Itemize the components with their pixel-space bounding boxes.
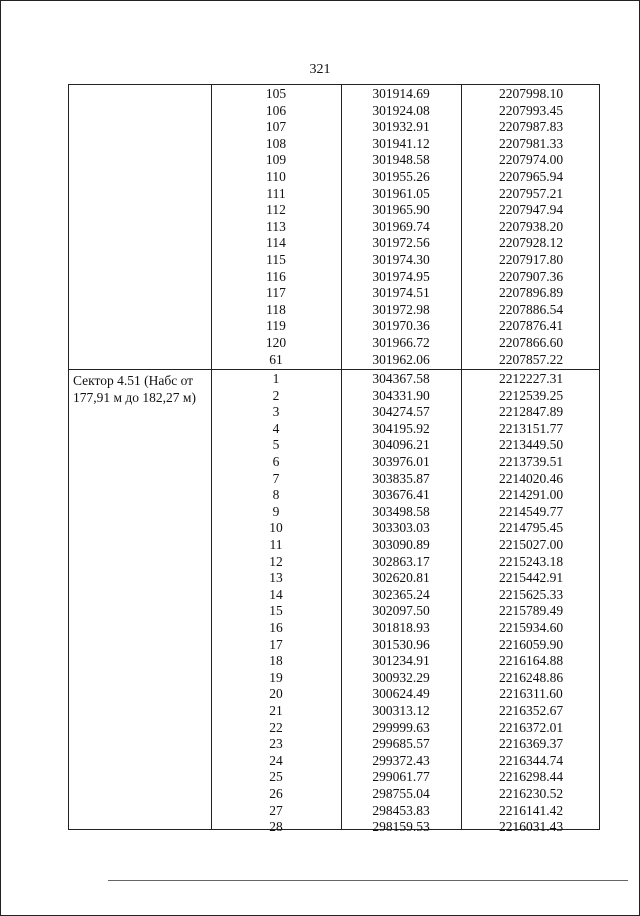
x-coordinate: 303090.89 [372, 537, 430, 552]
table-row [69, 335, 599, 352]
table-row [69, 637, 599, 654]
x-coordinate: 301961.05 [372, 185, 430, 201]
point-number: 23 [269, 736, 283, 752]
point-number: 6 [272, 454, 280, 469]
x-coordinate: 303498.58 [372, 503, 430, 519]
point-number: 1 [272, 371, 280, 386]
table-row [69, 136, 599, 153]
point-number: 12 [269, 553, 283, 569]
table-row [69, 703, 599, 720]
table-row [69, 119, 599, 136]
table-row [69, 520, 599, 537]
x-coordinate: 304274.57 [372, 404, 430, 420]
table-row [69, 769, 599, 786]
y-coordinate: 2216344.74 [498, 752, 564, 768]
x-coordinate: 299372.43 [372, 752, 430, 768]
x-coordinate: 304195.92 [372, 420, 430, 436]
x-coordinate: 301972.56 [372, 235, 430, 251]
y-coordinate: 2213151.77 [498, 420, 564, 436]
table-row [69, 603, 599, 620]
x-coordinate: 301969.74 [372, 218, 430, 234]
x-coordinate: 304096.21 [372, 437, 430, 453]
x-coordinate: 303835.87 [372, 470, 430, 486]
x-coordinate: 301974.30 [372, 252, 430, 267]
x-coordinate: 303303.03 [372, 520, 430, 536]
y-coordinate: 2207938.20 [498, 218, 564, 234]
table-row [69, 670, 599, 687]
x-coordinate: 302620.81 [372, 570, 430, 586]
y-coordinate: 2214020.46 [498, 470, 564, 486]
y-coordinate: 2212539.25 [498, 387, 564, 403]
page-number: 321 [309, 62, 331, 77]
table-row [69, 803, 599, 820]
point-number: 107 [265, 119, 287, 135]
y-coordinate: 2215789.49 [498, 603, 564, 619]
y-coordinate: 2207866.60 [498, 335, 564, 350]
y-coordinate: 2207998.10 [498, 86, 564, 101]
point-number: 3 [272, 404, 280, 420]
y-coordinate: 2216311.60 [499, 686, 563, 702]
point-number: 10 [269, 520, 283, 536]
x-coordinate: 301966.72 [372, 335, 430, 350]
y-coordinate: 2207907.36 [498, 268, 564, 284]
point-number: 7 [272, 470, 280, 486]
x-coordinate: 300932.29 [372, 669, 430, 685]
table-row [69, 753, 599, 770]
x-coordinate: 299999.63 [372, 719, 430, 735]
y-coordinate: 2216164.88 [498, 653, 564, 669]
y-coordinate: 2207965.94 [498, 169, 564, 184]
point-number: 17 [269, 636, 283, 652]
footer-rule [108, 880, 628, 881]
point-number: 2 [272, 387, 280, 403]
x-coordinate: 301941.12 [372, 135, 430, 151]
table-row [69, 587, 599, 604]
y-coordinate: 2216141.42 [498, 802, 564, 818]
point-number: 8 [272, 487, 280, 503]
y-coordinate: 2207974.00 [498, 152, 564, 168]
y-coordinate: 2213739.51 [498, 454, 564, 469]
point-number: 4 [272, 420, 280, 436]
x-coordinate: 301965.90 [372, 202, 430, 218]
y-coordinate: 2207981.33 [498, 135, 564, 151]
x-coordinate: 304367.58 [372, 371, 430, 386]
y-coordinate: 2207957.21 [498, 185, 564, 201]
x-coordinate: 300313.12 [372, 703, 430, 718]
x-coordinate: 302097.50 [372, 603, 430, 619]
point-number: 25 [269, 769, 283, 785]
point-number: 106 [265, 102, 287, 118]
x-coordinate: 301234.91 [372, 653, 430, 669]
y-coordinate: 2216059.90 [498, 636, 564, 652]
y-coordinate: 2207886.54 [498, 301, 564, 317]
x-coordinate: 301948.58 [372, 152, 430, 168]
table-row [69, 103, 599, 120]
y-coordinate: 2215442.91 [498, 570, 564, 586]
table-row [69, 487, 599, 504]
point-number: 28 [269, 819, 283, 835]
point-number: 120 [265, 335, 287, 350]
y-coordinate: 2214795.45 [498, 520, 564, 536]
table-row [69, 302, 599, 319]
point-number: 11 [269, 537, 283, 552]
x-coordinate: 301932.91 [372, 119, 430, 135]
x-coordinate: 301974.51 [372, 285, 430, 301]
point-number: 15 [269, 603, 283, 619]
table-row [69, 437, 599, 454]
table-row [69, 371, 599, 388]
table-row [69, 235, 599, 252]
y-coordinate: 2215027.00 [498, 537, 564, 552]
table-row [69, 86, 599, 103]
x-coordinate: 303676.41 [372, 487, 430, 503]
table-row [69, 554, 599, 571]
coordinates-table [68, 84, 600, 835]
point-number: 118 [266, 301, 286, 317]
table-row [69, 352, 599, 369]
table-row [69, 653, 599, 670]
x-coordinate: 304331.90 [372, 387, 430, 403]
point-number: 16 [269, 620, 283, 635]
y-coordinate: 2212847.89 [498, 404, 564, 420]
point-number: 112 [266, 202, 286, 218]
table-row [69, 269, 599, 286]
y-coordinate: 2216230.52 [498, 786, 564, 801]
y-coordinate: 2207917.80 [498, 252, 564, 267]
table-row [69, 285, 599, 302]
table-row [69, 686, 599, 703]
x-coordinate: 301914.69 [372, 86, 430, 101]
point-number: 5 [272, 437, 280, 453]
point-number: 26 [269, 786, 283, 801]
x-coordinate: 299685.57 [372, 736, 430, 752]
y-coordinate: 2212227.31 [498, 371, 564, 386]
point-number: 61 [269, 351, 283, 367]
y-coordinate: 2207987.83 [498, 119, 564, 135]
x-coordinate: 301818.93 [372, 620, 430, 635]
point-number: 109 [265, 152, 287, 168]
table-row [69, 570, 599, 587]
table-row [69, 720, 599, 737]
x-coordinate: 301962.06 [372, 351, 430, 367]
table-row [69, 504, 599, 521]
sector-label-line: Сектор 4.51 (Набс от [73, 373, 194, 388]
table-row [69, 620, 599, 637]
x-coordinate: 301972.98 [372, 301, 430, 317]
table-row [69, 388, 599, 405]
table-row [69, 252, 599, 269]
table-row [69, 786, 599, 803]
x-coordinate: 303976.01 [372, 454, 430, 469]
y-coordinate: 2213449.50 [498, 437, 564, 453]
y-coordinate: 2216372.01 [498, 719, 564, 735]
point-number: 119 [266, 318, 286, 334]
table-row [69, 421, 599, 438]
table-row [69, 819, 599, 836]
point-number: 22 [269, 719, 283, 735]
table-row [69, 736, 599, 753]
table-row [69, 169, 599, 186]
point-number: 21 [269, 703, 283, 718]
y-coordinate: 2207876.41 [498, 318, 564, 334]
y-coordinate: 2207947.94 [498, 202, 564, 218]
y-coordinate: 2216369.37 [498, 736, 564, 752]
x-coordinate: 299061.77 [372, 769, 430, 785]
point-number: 116 [266, 268, 286, 284]
x-coordinate: 301924.08 [372, 102, 430, 118]
table-row [69, 537, 599, 554]
x-coordinate: 300624.49 [372, 686, 430, 702]
point-number: 24 [269, 752, 283, 768]
sector-separator [69, 369, 599, 370]
x-coordinate: 301974.95 [372, 268, 430, 284]
x-coordinate: 301955.26 [372, 169, 430, 184]
y-coordinate: 2207896.89 [498, 285, 564, 301]
point-number: 14 [269, 586, 283, 602]
table-row [69, 404, 599, 421]
y-coordinate: 2215625.33 [498, 586, 564, 602]
table-row [69, 471, 599, 488]
y-coordinate: 2207857.22 [498, 351, 564, 367]
point-number: 113 [266, 218, 286, 234]
y-coordinate: 2215243.18 [498, 553, 564, 569]
point-number: 110 [266, 169, 286, 184]
y-coordinate: 2216248.86 [498, 669, 564, 685]
table-row [69, 219, 599, 236]
y-coordinate: 2207993.45 [498, 102, 564, 118]
y-coordinate: 2216031.43 [498, 819, 564, 835]
x-coordinate: 298755.04 [372, 786, 430, 801]
point-number: 19 [269, 669, 283, 685]
point-number: 9 [272, 503, 280, 519]
point-number: 114 [266, 235, 286, 251]
y-coordinate: 2216298.44 [498, 769, 564, 785]
point-number: 108 [265, 135, 287, 151]
table-row [69, 202, 599, 219]
y-coordinate: 2207928.12 [498, 235, 564, 251]
y-coordinate: 2214549.77 [498, 503, 564, 519]
table-row [69, 454, 599, 471]
point-number: 20 [269, 686, 283, 702]
x-coordinate: 298453.83 [372, 802, 430, 818]
x-coordinate: 302863.17 [372, 553, 430, 569]
y-coordinate: 2215934.60 [498, 620, 564, 635]
table-row [69, 152, 599, 169]
point-number: 13 [269, 570, 283, 586]
point-number: 111 [266, 185, 286, 201]
x-coordinate: 298159.53 [372, 819, 430, 835]
x-coordinate: 301530.96 [372, 636, 430, 652]
point-number: 27 [269, 802, 283, 818]
table-row [69, 318, 599, 335]
sector-label-line: 177,91 м до 182,27 м) [73, 390, 196, 405]
y-coordinate: 2214291.00 [498, 487, 564, 503]
point-number: 18 [269, 653, 283, 669]
x-coordinate: 302365.24 [372, 586, 430, 602]
point-number: 105 [265, 86, 287, 101]
x-coordinate: 301970.36 [372, 318, 430, 334]
table-row [69, 186, 599, 203]
y-coordinate: 2216352.67 [498, 703, 564, 718]
point-number: 117 [266, 285, 286, 301]
point-number: 115 [266, 252, 286, 267]
